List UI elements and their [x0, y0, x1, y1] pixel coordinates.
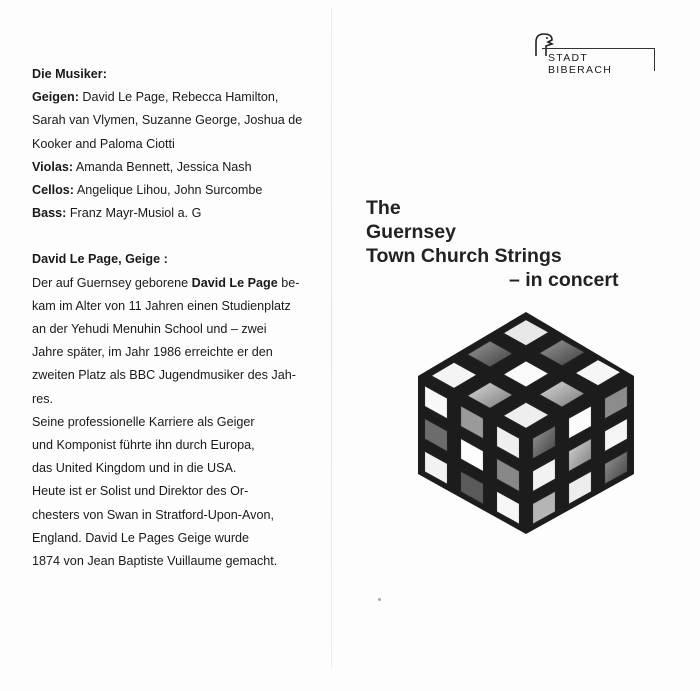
bio-line: das United Kingdom und in die USA. [32, 461, 237, 476]
title-line: Town Church Strings [366, 245, 562, 267]
bio-line: zweiten Platz als BBC Jugendmusiker des Jah- [32, 368, 296, 383]
musicians-violins: Geigen: David Le Page, Rebecca Hamilton, [32, 90, 279, 105]
bio-line: Der auf Guernsey geborene David Le Page be- [32, 275, 300, 290]
musicians-violins-cont: Kooker and Paloma Ciotti [32, 136, 175, 151]
bio-line: 1874 von Jean Baptiste Vuillaume gemacht. [32, 554, 278, 569]
speck [378, 598, 381, 601]
rubiks-cube-icon [412, 310, 640, 536]
bio-line: Seine professionelle Karriere als Geiger [32, 414, 255, 429]
bio-line: an der Yehudi Menuhin School und – zwei [32, 322, 267, 337]
stadt-biberach-logo [522, 30, 656, 74]
title-line: The [366, 197, 401, 219]
bio-line: res. [32, 391, 53, 406]
musicians-bass: Bass: Franz Mayr-Musiol a. G [32, 206, 202, 221]
bio-line: und Komponist führte ihn durch Europa, [32, 438, 255, 453]
bio-line: Jahre später, im Jahr 1986 erreichte er den [32, 345, 273, 360]
musicians-heading: Die Musiker: [32, 67, 107, 81]
cube-faces [418, 312, 634, 534]
title-line: – in concert [509, 269, 619, 291]
bio-line: kam im Alter von 11 Jahren einen Studienplatz [32, 298, 291, 313]
concert-title [366, 196, 618, 292]
bio-heading: David Le Page, Geige : [32, 252, 168, 267]
bio-line: Heute ist er Solist und Direktor des Or- [32, 484, 249, 499]
logo-text: STADT BIBERACH [548, 52, 613, 76]
left-column [32, 63, 322, 573]
page-fold [331, 8, 332, 668]
bio-line: chesters von Swan in Stratford-Upon-Avon, [32, 507, 274, 522]
title-line: Guernsey [366, 221, 456, 243]
bio-line: England. David Le Pages Geige wurde [32, 530, 250, 545]
musicians-violas: Violas: Amanda Bennett, Jessica Nash [32, 159, 252, 174]
musicians-cellos: Cellos: Angelique Lihou, John Surcombe [32, 183, 263, 198]
musicians-violins-cont: Sarah van Vlymen, Suzanne George, Joshua de [32, 113, 303, 128]
